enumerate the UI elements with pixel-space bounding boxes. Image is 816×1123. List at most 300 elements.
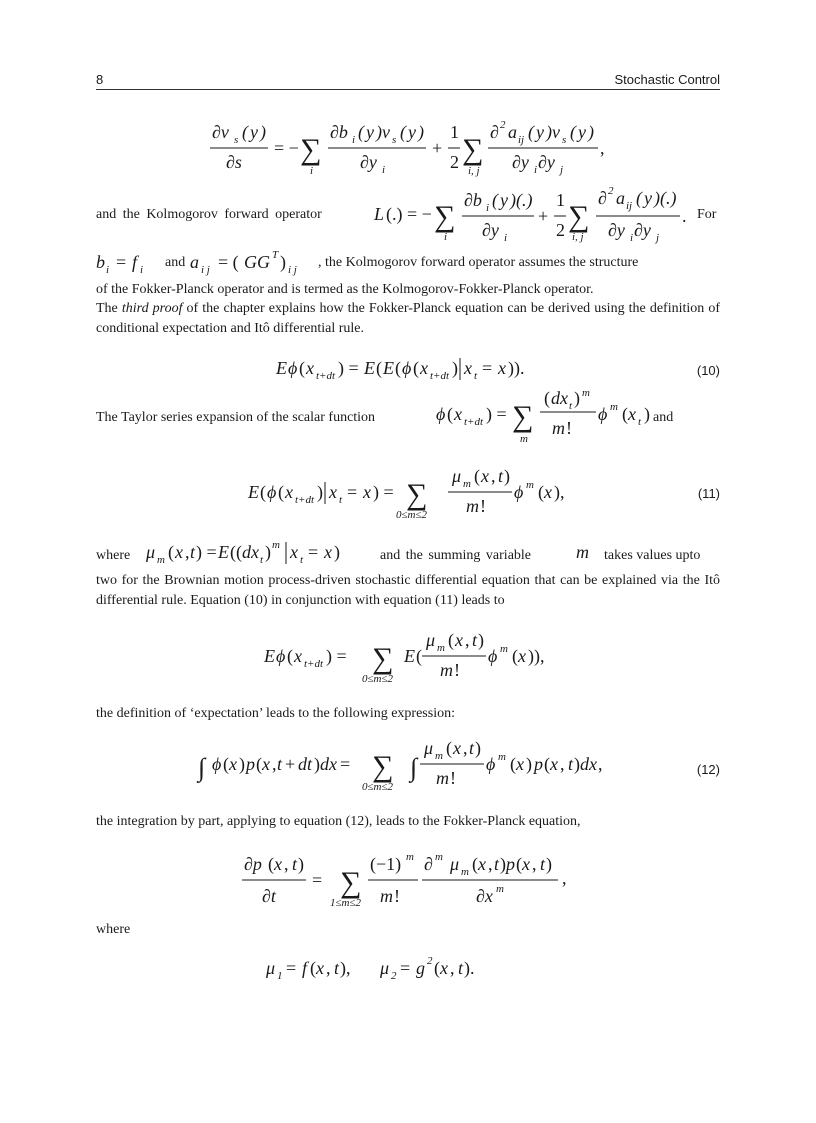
svg-text:(: (: [168, 542, 174, 562]
svg-text:!: !: [480, 496, 486, 516]
svg-text:dt: dt: [298, 754, 313, 774]
svg-text:,: ,: [284, 854, 289, 874]
svg-text:m: m: [272, 539, 280, 551]
svg-text:,: ,: [185, 542, 190, 562]
svg-text:(: (: [622, 404, 628, 424]
svg-text:E: E: [404, 646, 415, 666]
svg-text:): ): [574, 754, 580, 774]
svg-text:μ: μ: [426, 630, 436, 650]
svg-text:m: m: [435, 750, 443, 762]
svg-text:p: p: [246, 754, 255, 774]
svg-text:∑: ∑: [434, 200, 456, 233]
svg-text:s: s: [562, 134, 567, 146]
svg-text:t: t: [540, 854, 546, 874]
svg-text:ϕ: ϕ: [486, 754, 496, 774]
svg-text:μ: μ: [266, 958, 276, 978]
svg-text:t: t: [300, 554, 304, 566]
svg-text:2: 2: [427, 955, 433, 967]
svg-text:): ): [334, 542, 340, 562]
svg-text:,: ,: [600, 138, 605, 158]
svg-text:(: (: [447, 404, 453, 424]
svg-text:x: x: [522, 854, 530, 874]
svg-text:i: i: [352, 134, 356, 146]
svg-text:x: x: [294, 646, 302, 666]
svg-text:t: t: [474, 370, 478, 382]
svg-text:i, j: i, j: [468, 165, 480, 177]
equation-mu1-mu2: [266, 954, 526, 986]
svg-text:dx: dx: [242, 542, 259, 562]
svg-text:m: m: [520, 433, 528, 445]
svg-text:+: +: [538, 206, 549, 226]
svg-text:m: m: [526, 479, 534, 491]
and-word: and: [165, 255, 186, 270]
integration-by-part-text: the integration by part, applying to equation (12), leads to the Fokker-Planck equation,: [96, 814, 581, 829]
svg-text:∂: ∂: [490, 122, 499, 142]
svg-text:).: ).: [464, 958, 475, 978]
svg-text:=: =: [482, 358, 493, 378]
expectation-definition-text: the definition of ‘expectation’ leads to the following expression:: [96, 706, 455, 721]
svg-text:): ): [526, 754, 532, 774]
equation-taylor-series: [434, 387, 654, 450]
svg-text:x: x: [324, 542, 332, 562]
svg-text:(: (: [492, 190, 498, 210]
svg-text:),: ),: [340, 958, 351, 978]
svg-text:): ): [452, 358, 458, 378]
equation-10: [276, 356, 546, 390]
third-proof-post: of the chapter explains how the Fokker-Planck equation can be derived using the definition of conditional expectation and Itô differential rule.: [96, 301, 721, 336]
svg-text:(: (: [268, 854, 274, 874]
svg-text:a: a: [190, 252, 199, 272]
svg-text:,: ,: [450, 958, 455, 978]
svg-text:(: (: [256, 754, 262, 774]
svg-text:GG: GG: [244, 252, 270, 272]
svg-text:dx: dx: [320, 754, 337, 774]
svg-text:=: =: [340, 754, 351, 774]
svg-text:j: j: [656, 232, 660, 244]
svg-text:t: t: [638, 416, 642, 428]
svg-text:∫: ∫: [410, 753, 418, 782]
svg-text:∂s: ∂s: [226, 152, 242, 172]
svg-text:1≤m≤2: 1≤m≤2: [330, 897, 362, 909]
svg-text:ϕ: ϕ: [598, 404, 608, 424]
svg-text:y: y: [536, 122, 544, 142]
svg-text:(: (: [358, 122, 364, 142]
svg-text:i j: i j: [288, 264, 297, 276]
svg-text:μ: μ: [452, 466, 462, 486]
svg-text:(: (: [446, 738, 452, 758]
svg-text:t: t: [494, 854, 500, 874]
svg-text:μ: μ: [380, 958, 390, 978]
svg-text:ϕ: ϕ: [288, 358, 298, 378]
svg-text:x: x: [464, 358, 472, 378]
taylor-intro-text: The Taylor series expansion of the scalar function: [96, 410, 376, 425]
svg-text:i: i: [106, 264, 110, 276]
svg-text:+: +: [432, 138, 443, 158]
svg-text:ϕ: ϕ: [514, 482, 524, 502]
svg-text:x: x: [454, 404, 462, 424]
brownian-paragraph: two for the Brownian motion process-driven stochastic differential equation that can be explained via the Itô differential rule. Equation (10) in conjunction with equation (11) leads to: [96, 573, 720, 608]
svg-text:2: 2: [500, 119, 506, 131]
svg-text:): ): [588, 122, 594, 142]
third-proof-pre: The: [96, 301, 122, 316]
where-final-word: where: [96, 922, 131, 937]
svg-text:): ): [317, 482, 323, 502]
svg-text:ϕ: ϕ: [212, 754, 222, 774]
svg-text:m: m: [435, 851, 443, 863]
svg-text:) =: ) =: [338, 358, 359, 378]
summing-text: and the summing variable: [380, 548, 532, 563]
svg-text:x: x: [478, 854, 486, 874]
svg-text:t+dt: t+dt: [304, 658, 324, 670]
svg-text:a: a: [616, 188, 625, 208]
svg-text:f: f: [132, 252, 138, 272]
svg-text:m: m: [498, 751, 506, 763]
svg-text:i: i: [486, 202, 490, 214]
svg-text:dx: dx: [580, 754, 597, 774]
svg-text:((: ((: [230, 542, 242, 562]
svg-text:)).: )).: [508, 358, 525, 378]
svg-text:) =: ) =: [196, 542, 217, 562]
svg-text:x: x: [440, 958, 448, 978]
for-word: For: [697, 207, 717, 222]
svg-text:(: (: [223, 754, 229, 774]
svg-text:,: ,: [488, 854, 493, 874]
svg-text:E: E: [364, 358, 375, 378]
svg-text:)),: )),: [528, 646, 545, 666]
svg-text:s: s: [392, 134, 397, 146]
svg-text:ij: ij: [626, 200, 633, 212]
svg-text:2: 2: [450, 152, 459, 172]
svg-text:x: x: [285, 482, 293, 502]
svg-text:E: E: [264, 646, 275, 666]
svg-text:g: g: [416, 958, 425, 978]
svg-text:t+dt: t+dt: [295, 494, 315, 506]
svg-text:T: T: [272, 249, 279, 261]
svg-text:+: +: [285, 754, 296, 774]
svg-text:)v: )v: [376, 122, 390, 142]
svg-text:m: m: [466, 496, 479, 516]
svg-text:(: (: [472, 854, 478, 874]
svg-text:a: a: [508, 122, 517, 142]
svg-text:t: t: [277, 754, 283, 774]
svg-text:(: (: [260, 482, 266, 502]
svg-text:t: t: [190, 542, 196, 562]
svg-text:y: y: [408, 122, 416, 142]
svg-text:b: b: [96, 252, 105, 272]
svg-text:!: !: [450, 768, 456, 788]
svg-text:(: (: [448, 630, 454, 650]
svg-text:2: 2: [556, 220, 565, 240]
svg-text:t: t: [472, 630, 478, 650]
svg-text:i: i: [534, 164, 538, 176]
svg-text:): ): [644, 404, 650, 424]
svg-text:∂: ∂: [424, 854, 433, 874]
kolmogorov-intro-text: and the Kolmogorov forward operator: [96, 207, 322, 222]
svg-text:): ): [504, 466, 510, 486]
svg-text:t+dt: t+dt: [464, 416, 484, 428]
svg-text:): ): [298, 854, 304, 874]
svg-text:ϕ: ϕ: [402, 358, 412, 378]
svg-text:x: x: [544, 482, 552, 502]
svg-text:p: p: [534, 754, 543, 774]
equation-a-equals-ggt: [190, 246, 330, 276]
svg-text:): ): [314, 754, 320, 774]
svg-text:0≤m≤2: 0≤m≤2: [396, 509, 428, 521]
svg-text:∂t: ∂t: [262, 886, 276, 906]
svg-text:x: x: [518, 646, 526, 666]
svg-text:μ: μ: [424, 738, 434, 758]
equation-b-equals-f: [96, 248, 160, 278]
svg-text:t: t: [568, 754, 574, 774]
svg-text:2: 2: [391, 970, 397, 982]
svg-text:) =: ) =: [373, 482, 394, 502]
svg-text:x: x: [229, 754, 237, 774]
svg-text:t: t: [569, 400, 573, 412]
svg-text:i: i: [630, 232, 634, 244]
svg-text:(: (: [287, 646, 293, 666]
svg-text:∂y: ∂y: [360, 152, 377, 172]
svg-text:ϕ: ϕ: [488, 646, 498, 666]
svg-text:=: =: [400, 958, 411, 978]
svg-text:,: ,: [272, 754, 277, 774]
svg-text:f: f: [302, 958, 308, 978]
svg-text:t: t: [339, 494, 343, 506]
svg-text:y: y: [250, 122, 258, 142]
equation-number-10: (10): [696, 363, 720, 378]
equation-kolmogorov-backward: [200, 118, 630, 188]
svg-text:): ): [260, 122, 266, 142]
svg-text:x: x: [316, 958, 324, 978]
svg-text:m: m: [437, 642, 445, 654]
svg-text:=: =: [116, 252, 127, 272]
svg-text:x: x: [455, 630, 463, 650]
svg-text:t: t: [260, 554, 264, 566]
svg-text:,: ,: [560, 754, 565, 774]
svg-text:=: =: [308, 542, 319, 562]
svg-text:t+dt: t+dt: [430, 370, 450, 382]
svg-text:1: 1: [556, 190, 565, 210]
svg-text:ij: ij: [518, 134, 525, 146]
svg-text:i: i: [504, 232, 508, 244]
svg-text:E: E: [383, 358, 394, 378]
svg-text:): ): [574, 388, 580, 408]
svg-text:t: t: [334, 958, 340, 978]
svg-text:=: =: [347, 482, 358, 502]
svg-text:μ: μ: [146, 542, 156, 562]
svg-text:x: x: [498, 358, 506, 378]
svg-text:!: !: [566, 418, 572, 438]
svg-text:): ): [500, 854, 506, 874]
equation-11: [246, 462, 576, 526]
svg-text:= −: = −: [274, 138, 299, 158]
svg-text:y: y: [644, 188, 652, 208]
svg-text:1: 1: [450, 122, 459, 142]
svg-text:!: !: [454, 660, 460, 680]
svg-text:(: (: [416, 646, 422, 666]
svg-text:(: (: [538, 482, 544, 502]
page-number: 8: [96, 72, 104, 87]
svg-text:y: y: [366, 122, 374, 142]
svg-text:m: m: [463, 478, 471, 490]
third-proof-emphasis: third proof: [121, 301, 183, 316]
svg-text:∑: ∑: [372, 642, 394, 675]
svg-text:i, j: i, j: [572, 231, 584, 243]
svg-text:m: m: [500, 643, 508, 655]
svg-text:x: x: [306, 358, 314, 378]
svg-text:m: m: [552, 418, 565, 438]
takes-values-text: takes values upto: [604, 548, 701, 563]
svg-text:(: (: [528, 122, 534, 142]
svg-text:∂b: ∂b: [330, 122, 348, 142]
svg-text:j: j: [560, 164, 564, 176]
svg-text:,: ,: [491, 466, 496, 486]
equation-12: [198, 738, 638, 802]
svg-text:(: (: [544, 754, 550, 774]
svg-text:x: x: [329, 482, 337, 502]
svg-text:(: (: [376, 358, 382, 378]
svg-text:): ): [280, 252, 286, 272]
svg-text:x: x: [363, 482, 371, 502]
svg-text:p: p: [506, 854, 515, 874]
svg-text:(: (: [636, 188, 642, 208]
svg-text:i: i: [310, 165, 314, 177]
svg-text:∂v: ∂v: [212, 122, 229, 142]
svg-text:): ): [478, 630, 484, 650]
svg-text:m: m: [461, 866, 469, 878]
svg-text:t: t: [469, 738, 475, 758]
svg-text:,: ,: [562, 868, 567, 888]
taylor-and-word: and: [653, 410, 674, 425]
svg-text:,: ,: [465, 630, 470, 650]
svg-text:m: m: [576, 542, 589, 562]
svg-text:y: y: [500, 190, 508, 210]
equation-expectation-sum: [262, 630, 562, 694]
svg-text:(−1): (−1): [370, 854, 402, 874]
svg-text:ϕ: ϕ: [267, 482, 277, 502]
svg-text:(: (: [242, 122, 248, 142]
equation-forward-operator: [372, 185, 692, 252]
svg-text:∂p: ∂p: [244, 854, 262, 874]
svg-text:L: L: [374, 204, 385, 224]
svg-text:∑: ∑: [406, 478, 428, 511]
svg-text:s: s: [234, 134, 239, 146]
svg-text:(: (: [278, 482, 284, 502]
svg-text:x: x: [481, 466, 489, 486]
svg-text:,: ,: [463, 738, 468, 758]
svg-text:): ): [546, 854, 552, 874]
svg-text:∂y: ∂y: [482, 220, 499, 240]
svg-text:∑: ∑: [340, 866, 362, 899]
svg-text:∂x: ∂x: [476, 886, 493, 906]
equation-number-12: (12): [696, 762, 720, 777]
svg-text:∑: ∑: [300, 133, 322, 166]
svg-text:,: ,: [532, 854, 537, 874]
svg-text:m: m: [496, 883, 504, 895]
equation-number-11: (11): [697, 486, 720, 501]
svg-text:=: =: [286, 958, 297, 978]
svg-text:x: x: [175, 542, 183, 562]
svg-text:2: 2: [608, 185, 614, 197]
svg-text:(: (: [544, 388, 550, 408]
svg-text:=: =: [312, 870, 323, 890]
svg-text:x: x: [420, 358, 428, 378]
svg-text:∫: ∫: [198, 753, 206, 782]
svg-text:m: m: [610, 401, 618, 413]
svg-text:E: E: [248, 482, 259, 502]
svg-text:∂: ∂: [598, 188, 607, 208]
svg-text:!: !: [394, 886, 400, 906]
svg-text:): ): [475, 738, 481, 758]
svg-text:m: m: [436, 768, 449, 788]
svg-text:),: ),: [554, 482, 565, 502]
svg-text:ϕ: ϕ: [436, 404, 446, 424]
svg-text:t: t: [458, 958, 464, 978]
svg-text:∑: ∑: [372, 750, 394, 783]
svg-text:(: (: [395, 358, 401, 378]
svg-text:): ): [239, 754, 245, 774]
svg-text:): ): [418, 122, 424, 142]
svg-text:E: E: [218, 542, 229, 562]
svg-text:t: t: [498, 466, 504, 486]
svg-text:(: (: [299, 358, 305, 378]
svg-text:m: m: [406, 851, 414, 863]
svg-text:): ): [265, 542, 271, 562]
svg-text:μ: μ: [450, 854, 460, 874]
svg-text:)v: )v: [546, 122, 560, 142]
svg-text:(: (: [510, 754, 516, 774]
svg-text:,: ,: [326, 958, 331, 978]
svg-text:∂y: ∂y: [608, 220, 625, 240]
svg-text:E: E: [276, 358, 287, 378]
svg-text:∂y: ∂y: [634, 220, 651, 240]
svg-text:(.) = −: (.) = −: [386, 204, 432, 224]
svg-text:(: (: [413, 358, 419, 378]
svg-text:m: m: [380, 886, 393, 906]
svg-text:0≤m≤2: 0≤m≤2: [362, 781, 394, 793]
svg-text:0≤m≤2: 0≤m≤2: [362, 673, 394, 685]
svg-text:x: x: [290, 542, 298, 562]
svg-text:1: 1: [277, 970, 283, 982]
svg-text:(: (: [310, 958, 316, 978]
where-word: where: [96, 548, 131, 563]
svg-text:∑: ∑: [568, 200, 590, 233]
structure-text: , the Kolmogorov forward operator assumes the structure: [318, 255, 639, 270]
svg-text:m: m: [157, 554, 165, 566]
svg-text:i j: i j: [201, 264, 210, 276]
svg-text:t: t: [292, 854, 298, 874]
svg-text:x: x: [274, 854, 282, 874]
svg-text:ϕ: ϕ: [276, 646, 286, 666]
svg-text:∑: ∑: [512, 400, 534, 433]
svg-text:∂y: ∂y: [538, 152, 555, 172]
svg-text:∂y: ∂y: [512, 152, 529, 172]
fokker-planck-operator-text: of the Fokker-Planck operator and is termed as the Kolmogorov-Fokker-Planck operator.: [96, 282, 594, 297]
svg-text:= (: = (: [218, 252, 239, 272]
third-proof-paragraph: [96, 299, 720, 338]
svg-text:i: i: [140, 264, 144, 276]
m-variable: [576, 538, 600, 568]
svg-text:x: x: [516, 754, 524, 774]
svg-text:)(.): )(.): [654, 188, 677, 208]
svg-text:(: (: [516, 854, 522, 874]
svg-text:∑: ∑: [462, 133, 484, 166]
svg-text:(: (: [474, 466, 480, 486]
svg-text:)(.): )(.): [510, 190, 533, 210]
svg-text:∂b: ∂b: [464, 190, 482, 210]
svg-text:(: (: [512, 646, 518, 666]
svg-text:(: (: [434, 958, 440, 978]
svg-text:y: y: [578, 122, 586, 142]
